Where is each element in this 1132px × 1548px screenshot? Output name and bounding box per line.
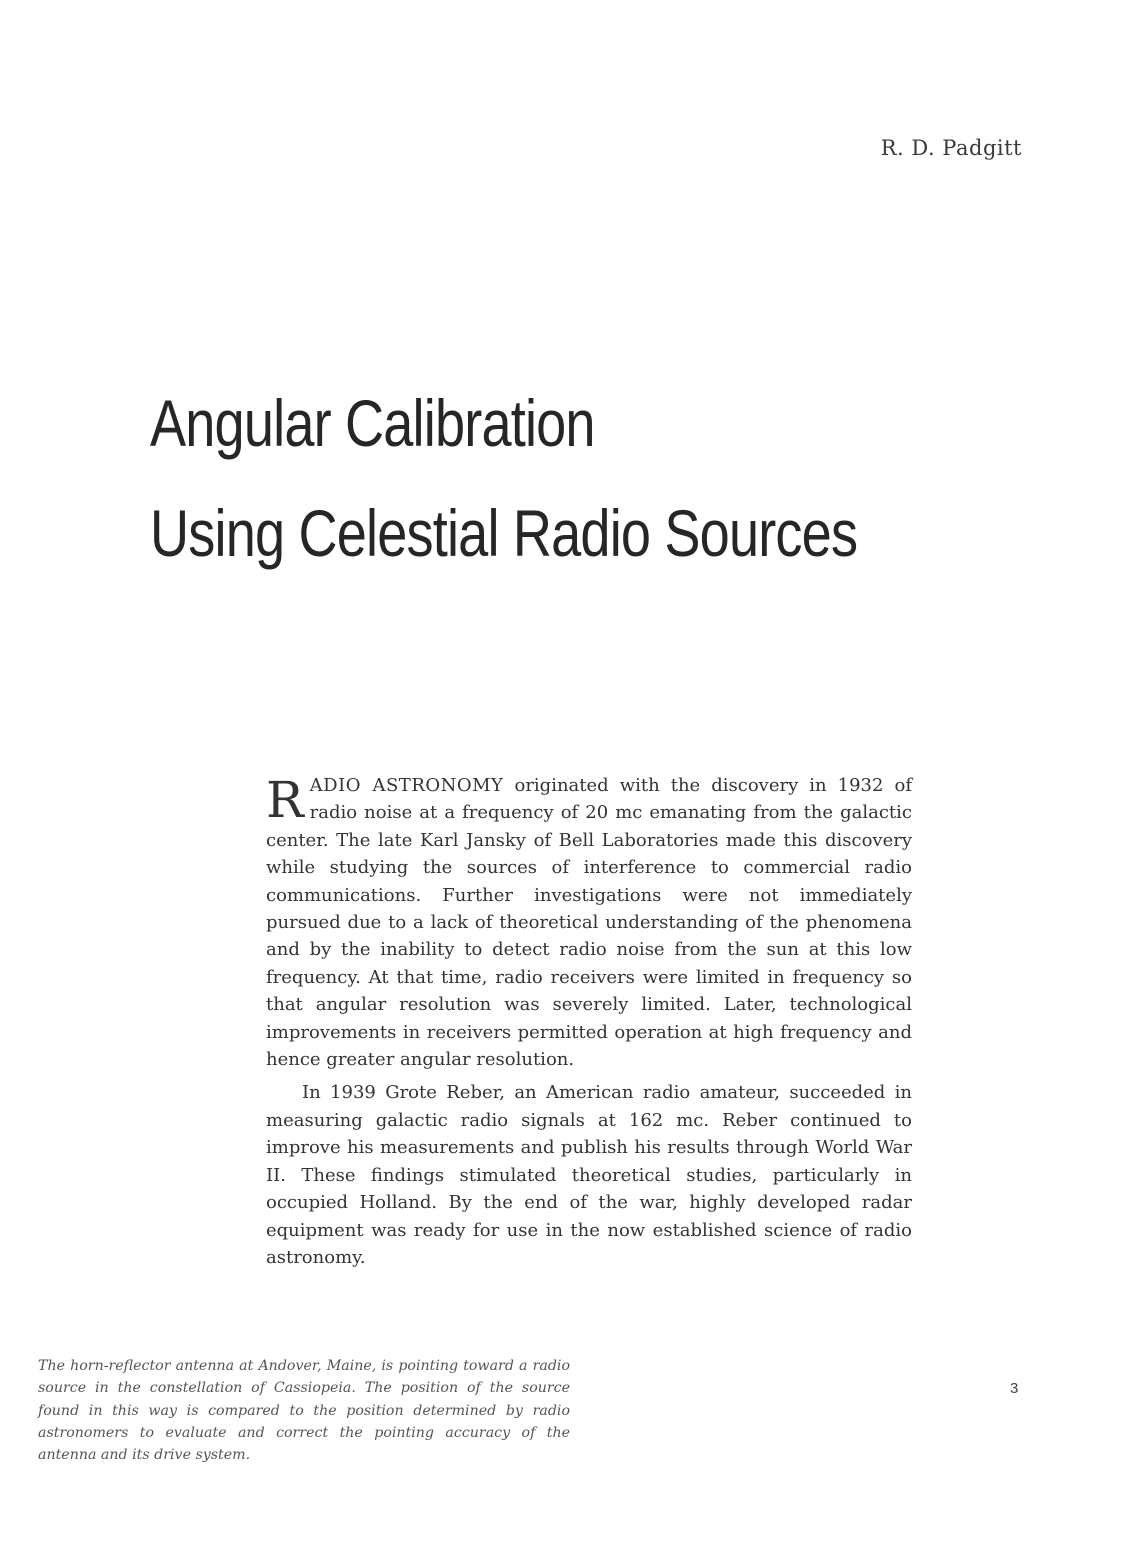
lead-in: ADIO ASTRONOMY	[309, 775, 504, 796]
page-number: 3	[1010, 1380, 1019, 1397]
title-line-1: Angular Calibration	[150, 386, 595, 460]
article-title	[150, 368, 888, 588]
title-line-2: Using Celestial Radio Sources	[150, 496, 858, 570]
author-name: R. D. Padgitt	[880, 136, 1022, 160]
paragraph-1	[266, 772, 912, 1073]
paragraph-1-text: originated with the discovery in 1932 of radio noise at a frequency of 20 mc emanating from the galactic center. The late Karl Jansky of Bell Laboratories made this discovery while studying the sources of interference to commercial radio communications. Further investigations were not immediately pursued due to a lack of theoretical understanding of the phenomena and by the inability to detect radio noise from the sun at this low frequency. At that time, radio receivers were limited in frequency so that angular resolution was severely limited. Later, technological improvements in receivers permitted operation at high frequency and hence greater angular resolution.	[266, 775, 912, 1071]
figure-caption: The horn-reflector antenna at Andover, Maine, is pointing toward a radio source in the constellation of Cassiopeia. The position of the source found in this way is compared to the position determined by radio astronomers to evaluate and correct the pointing accuracy of the antenna and its drive system.	[38, 1358, 570, 1464]
article-body	[266, 772, 912, 1277]
drop-cap: R	[266, 771, 304, 829]
paragraph-2: In 1939 Grote Reber, an American radio amateur, succeeded in measuring galactic radio signals at 162 mc. Reber continued to improve his measurements and publish his results through World War II. These findings stimulated theoretical studies, particularly in occupied Holland. By the end of the war, highly developed radar equipment was ready for use in the now established science of radio astronomy.	[266, 1082, 912, 1268]
